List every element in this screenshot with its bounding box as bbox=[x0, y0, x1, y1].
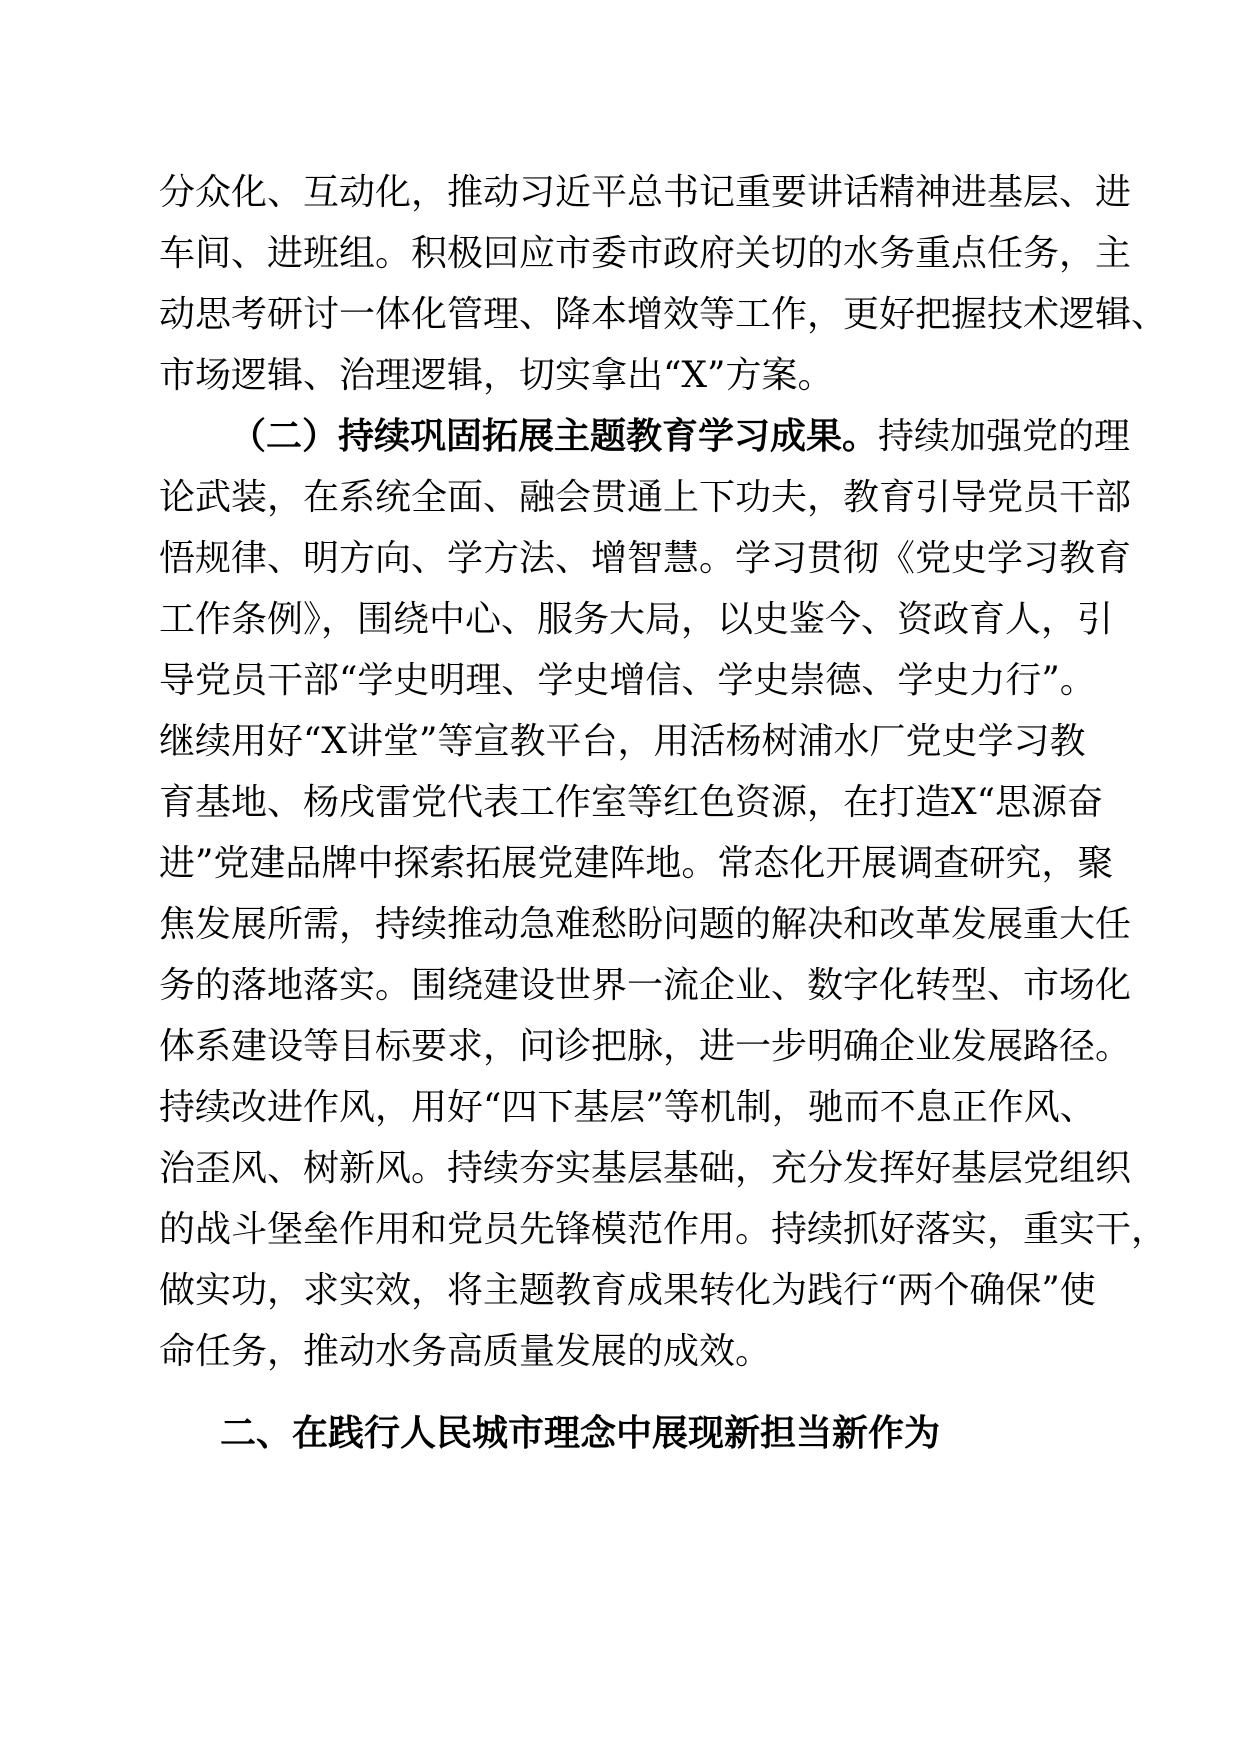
paragraph-line: 命任务，推动水务高质量发展的成效。 bbox=[159, 1331, 772, 1372]
paragraph-line: 的战斗堡垒作用和党员先锋模范作用。持续抓好落实，重实干， bbox=[159, 1209, 1168, 1250]
paragraph-line: 论武装，在系统全面、融会贯通上下功夫，教育引导党员干部 bbox=[159, 477, 1132, 518]
paragraph-line: 悟规律、明方向、学方法、增智慧。学习贯彻《党史学习教育 bbox=[159, 538, 1132, 579]
paragraph-line: 体系建设等目标要求，问诊把脉，进一步明确企业发展路径。 bbox=[159, 1026, 1132, 1067]
paragraph-line: 进”党建品牌中探索拓展党建阵地。常态化开展调查研究，聚 bbox=[159, 843, 1114, 884]
paragraph-line: 治歪风、树新风。持续夯实基层基础，充分发挥好基层党组织 bbox=[159, 1148, 1132, 1189]
paragraph-line: 导党员干部“学史明理、学史增信、学史崇德、学史力行”。 bbox=[159, 660, 1096, 701]
section-heading: 二、在践行人民城市理念中展现新担当新作为 bbox=[220, 1413, 941, 1454]
paragraph-line: 育基地、杨戌雷党代表工作室等红色资源，在打造X“思源奋 bbox=[159, 782, 1104, 823]
paragraph-line: 车间、进班组。积极回应市委市政府关切的水务重点任务，主 bbox=[159, 233, 1132, 274]
paragraph-text: 持续加强党的理 bbox=[878, 416, 1131, 457]
paragraph-line: 动思考研讨一体化管理、降本增效等工作，更好把握技术逻辑、 bbox=[159, 294, 1168, 335]
subsection-title: （二）持续巩固拓展主题教育学习成果。 bbox=[230, 416, 879, 457]
paragraph-line: 务的落地落实。围绕建设世界一流企业、数字化转型、市场化 bbox=[159, 965, 1132, 1006]
paragraph-line: 做实功，求实效，将主题教育成果转化为践行“两个确保”使 bbox=[159, 1270, 1096, 1311]
paragraph-line: 焦发展所需，持续推动急难愁盼问题的解决和改革发展重大任 bbox=[159, 904, 1132, 945]
paragraph-first-line bbox=[230, 413, 1130, 461]
paragraph-line: 继续用好“X讲堂”等宣教平台，用活杨树浦水厂党史学习教 bbox=[159, 721, 1086, 762]
paragraph-line: 市场逻辑、治理逻辑，切实拿出“X”方案。 bbox=[159, 355, 834, 396]
paragraph-line: 持续改进作风，用好“四下基层”等机制，驰而不息正作风、 bbox=[159, 1087, 1096, 1128]
paragraph-line: 分众化、互动化，推动习近平总书记重要讲话精神进基层、进 bbox=[159, 172, 1132, 213]
paragraph-line: 工作条例》，围绕中心、服务大局，以史鉴今、资政育人，引 bbox=[159, 599, 1114, 640]
